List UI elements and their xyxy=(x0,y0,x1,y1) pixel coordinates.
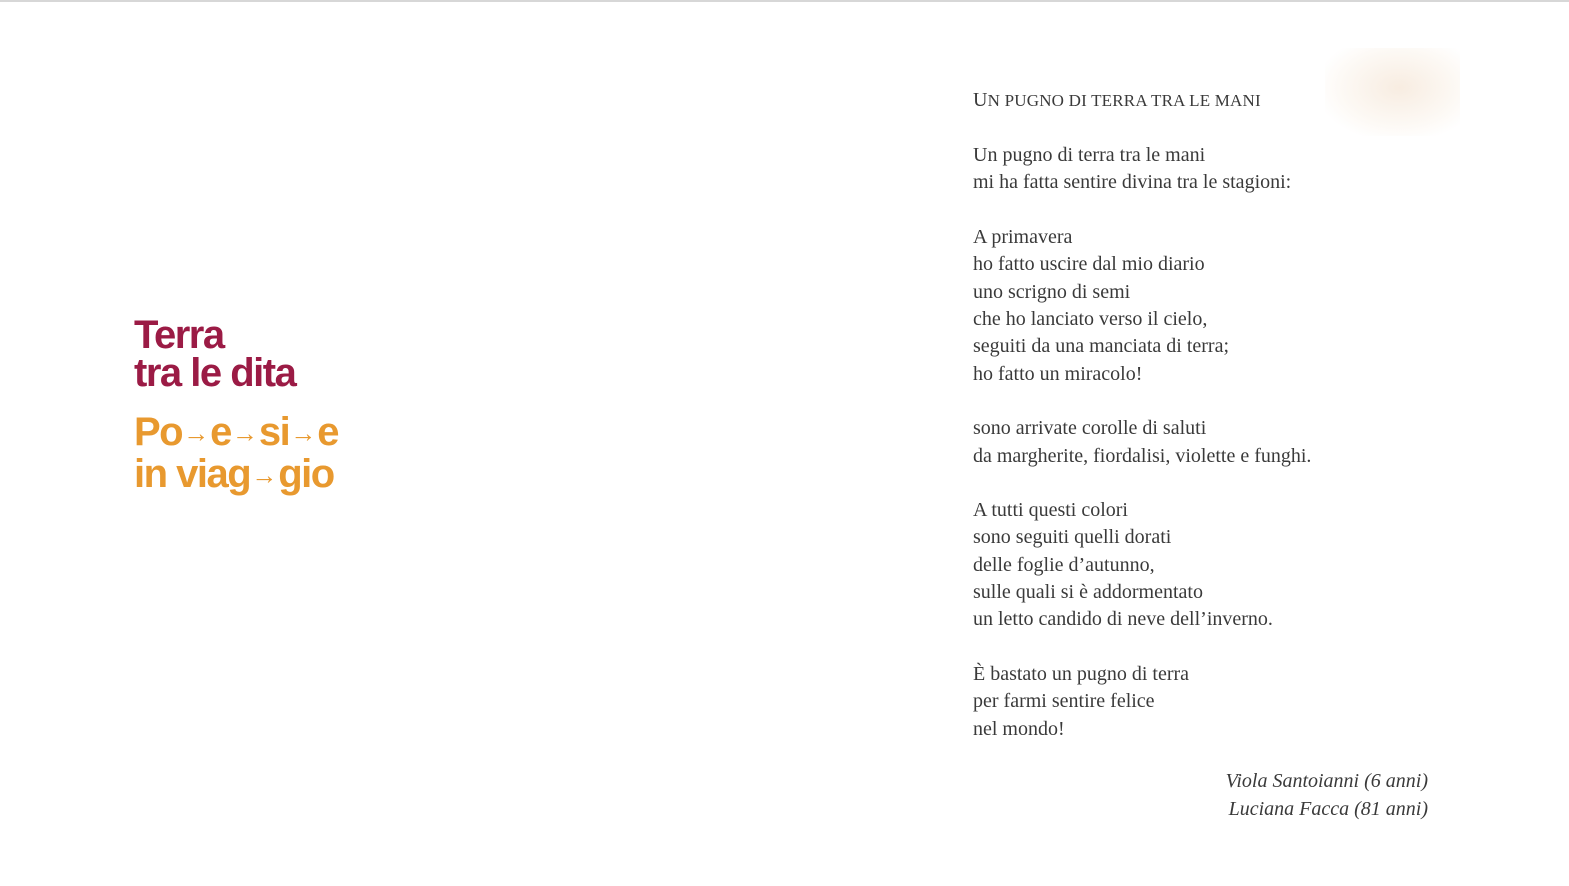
poem-title-initial: U xyxy=(973,89,988,111)
poem-verse: mi ha fatta sentire divina tra le stagioni: xyxy=(973,171,1292,194)
poem-verse: sono seguiti quelli dorati xyxy=(973,526,1172,549)
poem-verse: ho fatto un miracolo! xyxy=(973,362,1143,385)
arrow-icon: → xyxy=(290,418,317,448)
poem-stanza xyxy=(973,224,1311,388)
scanned-poem-page xyxy=(930,42,1470,852)
arrow-icon: → xyxy=(231,418,258,448)
arrow-icon: → xyxy=(251,460,278,490)
poem-verse: A tutti questi colori xyxy=(973,498,1128,521)
poem-verse: ho fatto uscire dal mio diario xyxy=(973,253,1205,276)
poem-verse: uno scrigno di semi xyxy=(973,280,1131,303)
poem-verse: un letto candido di neve dell’inverno. xyxy=(973,608,1273,631)
poem-verse: sono arrivate corolle di saluti xyxy=(973,417,1207,440)
poem-verse: da margherite, fiordalisi, violette e funghi. xyxy=(973,444,1312,467)
poem-stanza xyxy=(973,661,1311,743)
paper-stain xyxy=(1325,48,1460,136)
arrow-icon: → xyxy=(183,418,210,448)
poem-verse: Un pugno di terra tra le mani xyxy=(973,144,1206,166)
poem-author: Luciana Facca (81 anni) xyxy=(1228,798,1428,820)
poem-verse: È bastato un pugno di terra xyxy=(973,662,1190,685)
logo-subtitle-line-1 xyxy=(134,410,338,455)
poem-stanza xyxy=(973,142,1311,197)
logo-title-line-1: Terra xyxy=(134,313,224,357)
logo-subtitle-part: e xyxy=(210,410,231,454)
poem-body xyxy=(973,142,1311,743)
poem xyxy=(973,86,1311,770)
poem-title-rest: N PUGNO DI TERRA TRA LE MANI xyxy=(987,91,1261,110)
poem-verse: delle foglie d’autunno, xyxy=(973,553,1155,576)
poem-verse: sulle quali si è addormentato xyxy=(973,581,1203,604)
logo-subtitle-part: e xyxy=(317,410,338,454)
poem-verse: seguiti da una manciata di terra; xyxy=(973,335,1230,358)
poem-stanza xyxy=(973,415,1311,470)
logo xyxy=(134,313,338,497)
poem-author: Viola Santoianni (6 anni) xyxy=(1225,770,1428,792)
poem-authors xyxy=(1226,767,1428,823)
logo-subtitle-part: gio xyxy=(278,452,334,496)
poem-verse: per farmi sentire felice xyxy=(973,690,1155,713)
logo-subtitle-part: in viag xyxy=(134,452,251,496)
logo-subtitle-part: si xyxy=(258,410,290,454)
logo-subtitle-part: Po xyxy=(134,410,183,454)
logo-subtitle-line-2 xyxy=(134,452,338,497)
poem-verse: che ho lanciato verso il cielo, xyxy=(973,307,1208,330)
poem-verse: nel mondo! xyxy=(973,717,1065,740)
poem-stanza xyxy=(973,497,1311,634)
logo-title-line-2: tra le dita xyxy=(134,351,296,395)
poem-verse: A primavera xyxy=(973,225,1073,248)
poem-title xyxy=(973,86,1311,115)
